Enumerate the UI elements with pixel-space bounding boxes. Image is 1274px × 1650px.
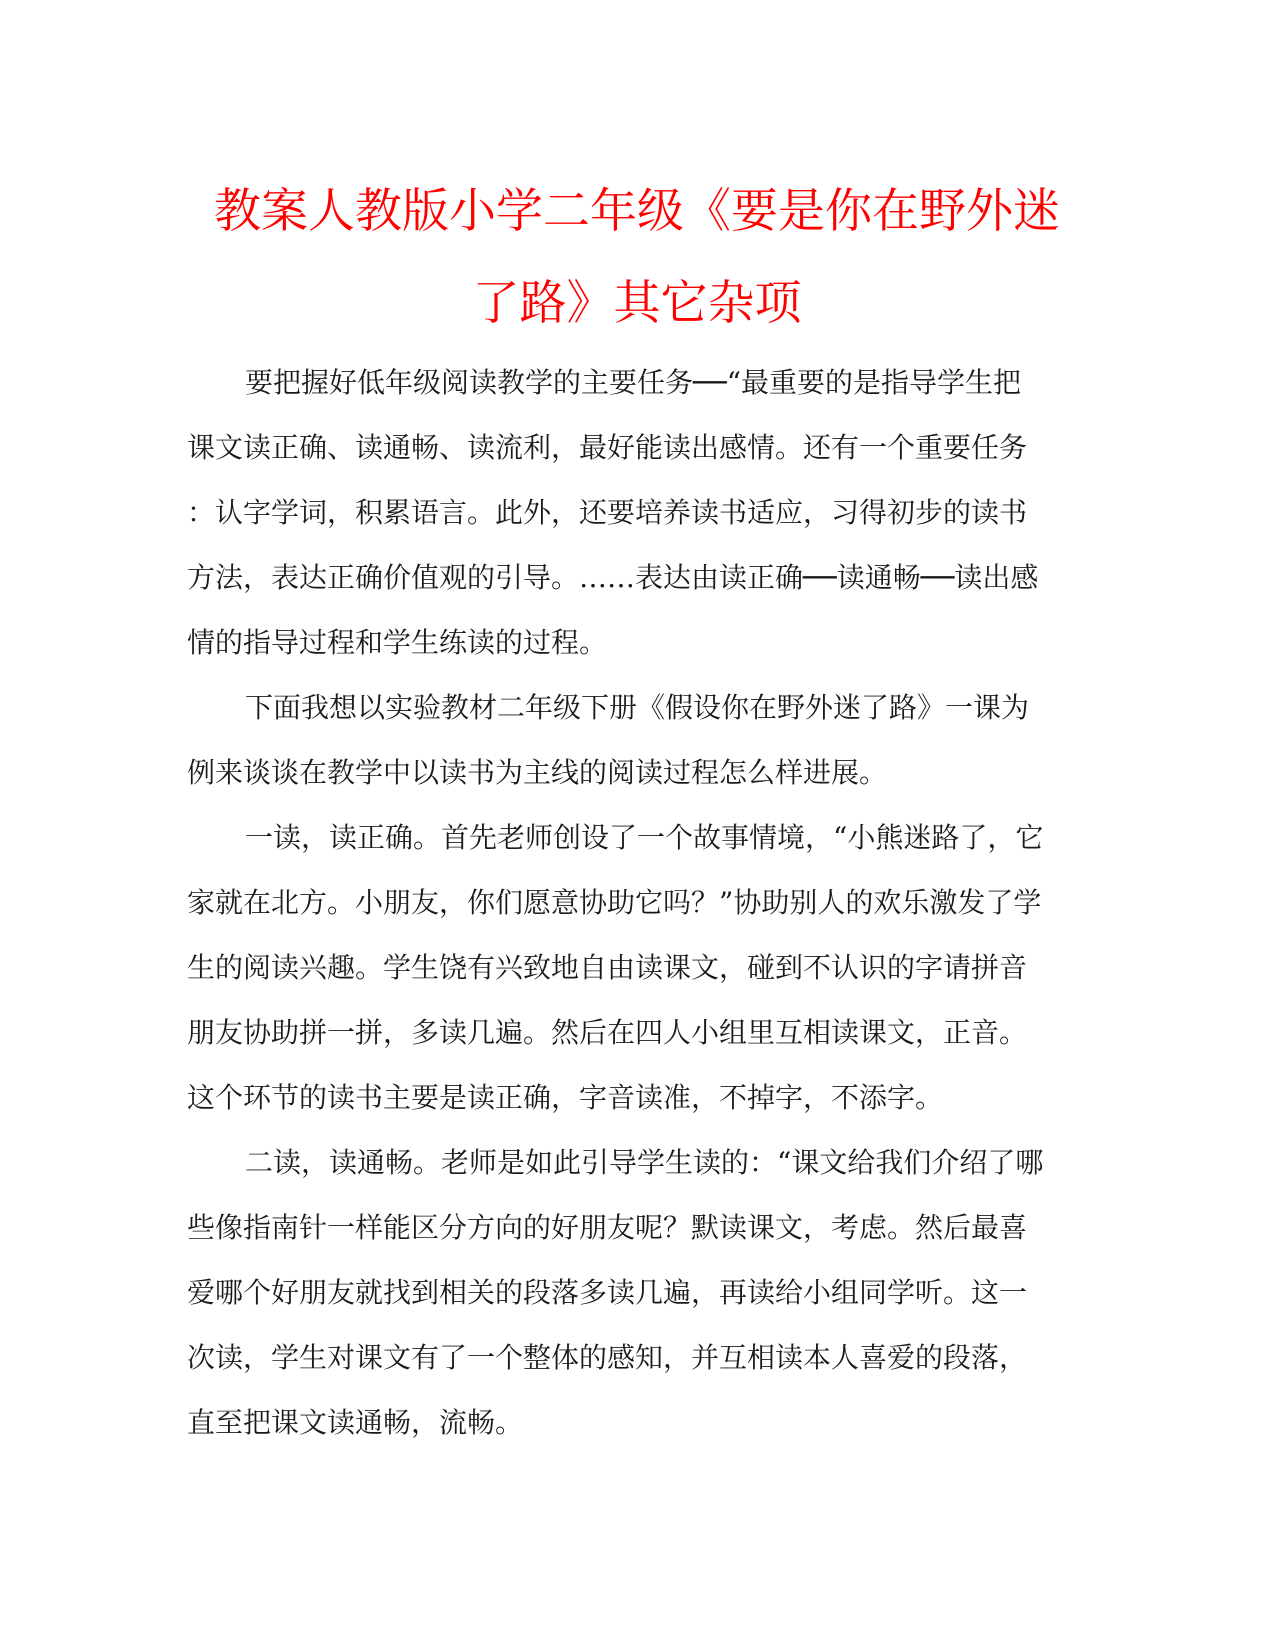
- paragraph-line: 一读，读正确。首先老师创设了一个故事情境，“小熊迷路了，它: [245, 821, 1044, 854]
- paragraph-1: [187, 350, 1087, 675]
- paragraph-line: 爱哪个好朋友就找到相关的段落多读几遍，再读给小组同学听。这一: [187, 1276, 1028, 1309]
- paragraph-line: ：认字学词，积累语言。此外，还要培养读书适应，习得初步的读书: [187, 496, 1028, 529]
- paragraph-line: 方法，表达正确价值观的引导。……表达由读正确──读通畅──读出感: [187, 561, 1039, 594]
- paragraph-line: 要把握好低年级阅读教学的主要任务──“最重要的是指导学生把: [245, 366, 1022, 399]
- paragraph-line: 朋友协助拼一拼，多读几遍。然后在四人小组里互相读课文，正音。: [187, 1016, 1028, 1049]
- paragraph-line: 情的指导过程和学生练读的过程。: [187, 626, 608, 659]
- paragraph-line: 这个环节的读书主要是读正确，字音读准，不掉字，不添字。: [187, 1081, 944, 1114]
- paragraph-4: [187, 1130, 1087, 1455]
- paragraph-line: 生的阅读兴趣。学生饶有兴致地自由读课文，碰到不认识的字请拼音: [187, 951, 1028, 984]
- document-body: [187, 350, 1087, 1455]
- paragraph-line: 例来谈谈在教学中以读书为主线的阅读过程怎么样进展。: [187, 756, 888, 789]
- paragraph-line: 课文读正确、读通畅、读流利，最好能读出感情。还有一个重要任务: [187, 431, 1028, 464]
- paragraph-line: 直至把课文读通畅，流畅。: [187, 1406, 524, 1439]
- paragraph-line: 些像指南针一样能区分方向的好朋友呢？默读课文，考虑。然后最喜: [187, 1211, 1028, 1244]
- document-title: [150, 166, 1124, 350]
- paragraph-line: 下面我想以实验教材二年级下册《假设你在野外迷了路》一课为: [245, 691, 1030, 724]
- title-line-2: 了路》其它杂项: [472, 276, 802, 331]
- paragraph-2: [187, 675, 1087, 805]
- paragraph-line: 次读，学生对课文有了一个整体的感知，并互相读本人喜爱的段落，: [187, 1341, 1028, 1374]
- paragraph-line: 二读，读通畅。老师是如此引导学生读的：“课文给我们介绍了哪: [245, 1146, 1044, 1179]
- title-line-1: 教案人教版小学二年级《要是你在野外迷: [214, 184, 1060, 239]
- paragraph-3: [187, 805, 1087, 1130]
- paragraph-line: 家就在北方。小朋友，你们愿意协助它吗？”协助别人的欢乐激发了学: [187, 886, 1042, 919]
